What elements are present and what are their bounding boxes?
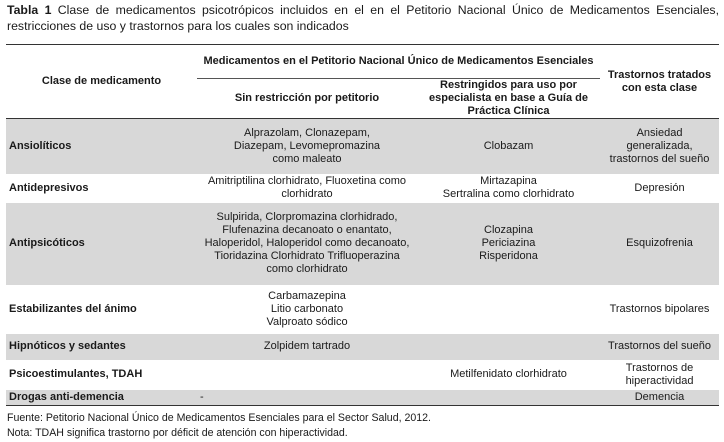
row-trastornos: Esquizofrenia: [600, 203, 719, 285]
abbreviation-note: Nota: TDAH significa trastorno por déficit de atención con hiperactividad.: [7, 427, 348, 439]
row-sin-restriccion: Alprazolam, Clonazepam, Diazepam, Levomepromazina como maleato: [197, 119, 417, 174]
table-row: [6, 119, 719, 174]
row-clase: Hipnóticos y sedantes: [6, 334, 197, 360]
medications-table: [6, 44, 719, 406]
header-restringidos: Restringidos para uso por especialista en base a Guía de Práctica Clínica: [429, 79, 588, 117]
row-clase: Psicoestimulantes, TDAH: [9, 368, 143, 380]
row-restringidos: Clobazam: [417, 119, 600, 174]
row-sin-restriccion: Zolpidem tartrado: [197, 334, 417, 360]
row-restringidos: Clozapina Periciazina Risperidona: [417, 203, 600, 285]
row-trastornos: Demencia: [600, 390, 719, 406]
table-row: [6, 390, 719, 406]
table-row: [6, 174, 719, 203]
row-sin-restriccion: -: [197, 390, 417, 406]
row-clase: Antidepresivos: [9, 181, 89, 194]
row-sin-restriccion: Amitriptilina clorhidrato, Fluoxetina como clorhidrato: [207, 175, 407, 200]
table-row: [6, 285, 719, 334]
row-trastornos: Trastornos de hiperactividad: [625, 361, 694, 387]
header-sin-restriccion: Sin restricción por petitorio: [234, 92, 380, 104]
row-clase: Estabilizantes del ánimo: [9, 302, 137, 315]
source-note: Fuente: Petitorio Nacional Único de Medicamentos Esenciales para el Sector Salud, 2012.: [7, 412, 431, 424]
row-restringidos: Mirtazapina Sertralina como clorhidrato: [442, 175, 575, 200]
row-sin-restriccion: Carbamazepina Litio carbonato Valproato sódico: [266, 289, 348, 328]
row-restringidos: [417, 285, 600, 334]
row-restringidos: [417, 334, 600, 360]
row-trastornos: Depresión: [634, 181, 685, 194]
caption-text: Clase de medicamentos psicotrópicos incluidos en el en el Petitorio Nacional Único de Medicamentos Esenciales, restricciones de uso y trastornos para los cuales son indicados: [7, 3, 719, 33]
table-caption: [7, 2, 719, 34]
row-sin-restriccion: Sulpirida, Clorpromazina clorhidrado, Flufenazina decanoato o enantato, Haloperidol, Haloperidol como decanoato, Tioridazina Clorhidrato Trifluoperazina como clorhidrato: [197, 203, 417, 285]
row-clase: Drogas anti-demencia: [6, 390, 197, 406]
header-petitorio: Medicamentos en el Petitorio Nacional Único de Medicamentos Esenciales: [197, 45, 600, 79]
header-clase: Clase de medicamento: [6, 45, 197, 119]
row-trastornos: Trastornos bipolares: [609, 302, 710, 315]
row-clase: Antipsicóticos: [6, 203, 197, 285]
row-restringidos: Metilfenidato clorhidrato: [450, 368, 567, 380]
row-sin-restriccion: [197, 360, 417, 390]
row-clase: Ansiolíticos: [6, 119, 197, 174]
table-row: [6, 203, 719, 285]
header-trastornos: Trastornos tratados con esta clase: [600, 45, 719, 119]
row-restringidos: [417, 390, 600, 406]
caption-label: Tabla 1: [7, 3, 52, 17]
table-row: [6, 360, 719, 390]
row-trastornos: Ansiedad generalizada, trastornos del sueño: [600, 119, 719, 174]
row-trastornos: Trastornos del sueño: [600, 334, 719, 360]
table-row: [6, 334, 719, 360]
